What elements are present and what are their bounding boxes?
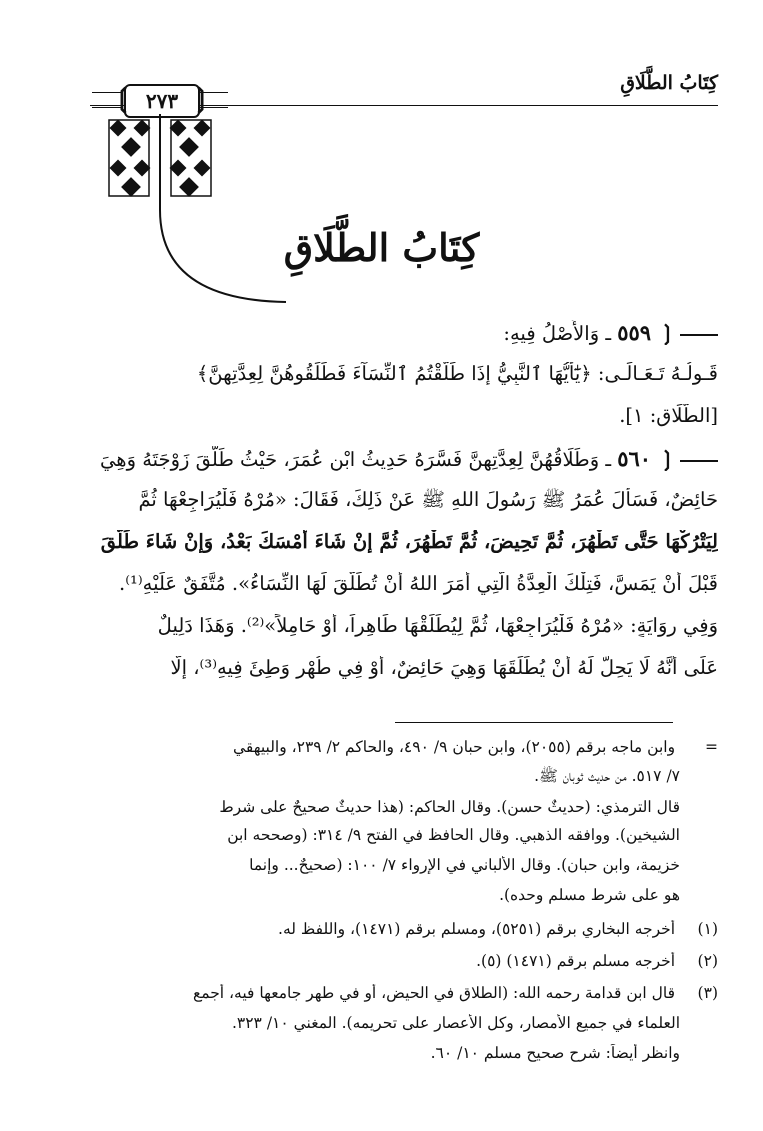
paragraph-559-line-1 <box>90 320 718 345</box>
footnote-continued-line-4: الشيخين). ووافقه الذهبي. وقال الحافظ في الفتح ٩/ ٣١٤: (وصححه ابن <box>227 826 680 844</box>
chapter-title: كِتَابُ الطَّلَاقِ <box>283 225 480 270</box>
footnote-text: أخرجه البخاري برقم (٥٢٥١)، ومسلم برقم (١٤٧١)، واللفظ له. <box>278 920 676 938</box>
footnote-continued-line-3: قال الترمذي: (حديثٌ حسن). وقال الحاكم: (هذا حديثٌ صحيحٌ على شرط <box>219 798 680 816</box>
paragraph-560-line-2: حَائِضٌ، فَسَأَلَ عُمَرُ ﷺ رَسُولَ اللهِ ﷺ عَنْ ذَلِكَ، فَقَالَ: «مُرْهُ فَلْيُرَاجِعْهَا ثُمَّ <box>138 488 718 511</box>
footnote-text: أخرجه مسلم برقم (١٤٧١) (٥). <box>476 952 676 970</box>
footnote-3-line-3: وانظر أيضاً: شرح صحيح مسلم ١٠/ ٦٠. <box>430 1044 680 1062</box>
bracket-left-icon: ❲ <box>112 84 134 114</box>
verse-reference: [الطَّلَاق: ١]. <box>619 404 718 427</box>
paragraph-number: ٥٦٠ <box>617 446 652 471</box>
footnote-continued-line-6: هو على شرط مسلم وحده). <box>499 886 680 904</box>
page-number: ٢٧٣ <box>145 89 179 113</box>
paragraph-marker: ❲ ٥٥٩ <box>617 320 718 345</box>
footnote-1 <box>90 920 718 938</box>
footnote-text: قال ابن قدامة رحمه الله: (الطلاق في الحيض، أو في طهر جامعها فيه، أجمع <box>193 984 676 1002</box>
paragraph-text: ـ وَطَلَاقُهُنَّ لِعِدَّتِهِنَّ فَسَّرَهُ حَدِيثُ ابْنِ عُمَرَ، حَيْثُ طَلَّقَ زَوْجَتَهُ وَهِيَ <box>100 448 612 471</box>
footnote-continued-line-2: ٧/ ٥١٧. من حديث ثوبان ﷺ. <box>534 767 680 785</box>
paragraph-560-line-1 <box>90 446 718 471</box>
bracket-right-icon: ❳ <box>190 84 212 114</box>
paragraph-marker: ❲ ٥٦٠ <box>617 446 718 471</box>
footnote-text: وابن ماجه برقم (٢٠٥٥)، وابن حبان ٩/ ٤٩٠، والحاكم ٢/ ٢٣٩، والبيهقي <box>232 738 676 756</box>
footnote-continued-line-1 <box>90 738 718 756</box>
paragraph-number: ٥٥٩ <box>617 320 652 345</box>
paragraph-560-line-6: عَلَى أَنَّهُ لَا يَحِلُّ لَهُ أَنْ يُطَلِّقَهَا وَهِيَ حَائِضٌ، أَوْ فِي طُهْرٍ وَطِئَ فِيهِ⁽³⁾، إِلَّا <box>170 656 718 679</box>
geometric-ornament-icon <box>106 118 214 198</box>
footnote-number: (٣) <box>697 984 718 1002</box>
paragraph-560-line-5: وَفِي رِوَايَةٍ: «مُرْهُ فَلْيُرَاجِعْهَا، ثُمَّ لِيُطَلِّقْهَا طَاهِراً، أَوْ حَامِلاً»⁽²⁾. وَهَذَا دَلِيلٌ <box>157 614 718 637</box>
footnote-3 <box>90 984 718 1002</box>
quran-verse-line: قَـولُـهُ تَـعَـالَـى: ﴿يَٰٓأَيُّهَا ٱلنَّبِيُّ إِذَا طَلَّقْتُمُ ٱلنِّسَآءَ فَطَلِّقُوهُنَّ لِعِدَّتِهِنَّ﴾ <box>196 362 718 385</box>
footnote-number: (٢) <box>697 952 718 970</box>
running-title: كِتَابُ الطَّلَاقِ <box>620 72 718 94</box>
footnote-separator <box>395 722 673 723</box>
footnote-2 <box>90 952 718 970</box>
paragraph-560-line-4: قَبْلَ أَنْ يَمَسَّ، فَتِلْكَ الْعِدَّةُ الَّتِي أَمَرَ اللهُ أَنْ تُطَلَّقَ لَهَا النِّسَاءُ». مُتَّفَقٌ عَلَيْهِ⁽¹⁾. <box>119 572 718 595</box>
paragraph-560-line-3: لِيَتْرُكْهَا حَتَّى تَطْهُرَ، ثُمَّ تَحِيضَ، ثُمَّ تَطْهُرَ، ثُمَّ إِنْ شَاءَ أَمْسَكَ بَعْدُ، وَإِنْ شَاءَ طَلَّقَ <box>100 530 718 553</box>
footnote-continued-line-5: خزيمة، وابن حبان). وقال الألباني في الإرواء ٧/ ١٠٠: (صحيحٌ... وإنما <box>249 856 680 874</box>
paragraph-text: ـ وَالأَصْلُ فِيهِ: <box>503 322 612 345</box>
footnote-3-line-2: العلماء في جميع الأمصار، وكل الأعصار على تحريمه). المغني ١٠/ ٣٢٣. <box>231 1014 680 1032</box>
footnote-continuation-marker: = <box>705 738 718 756</box>
footnote-number: (١) <box>697 920 718 938</box>
